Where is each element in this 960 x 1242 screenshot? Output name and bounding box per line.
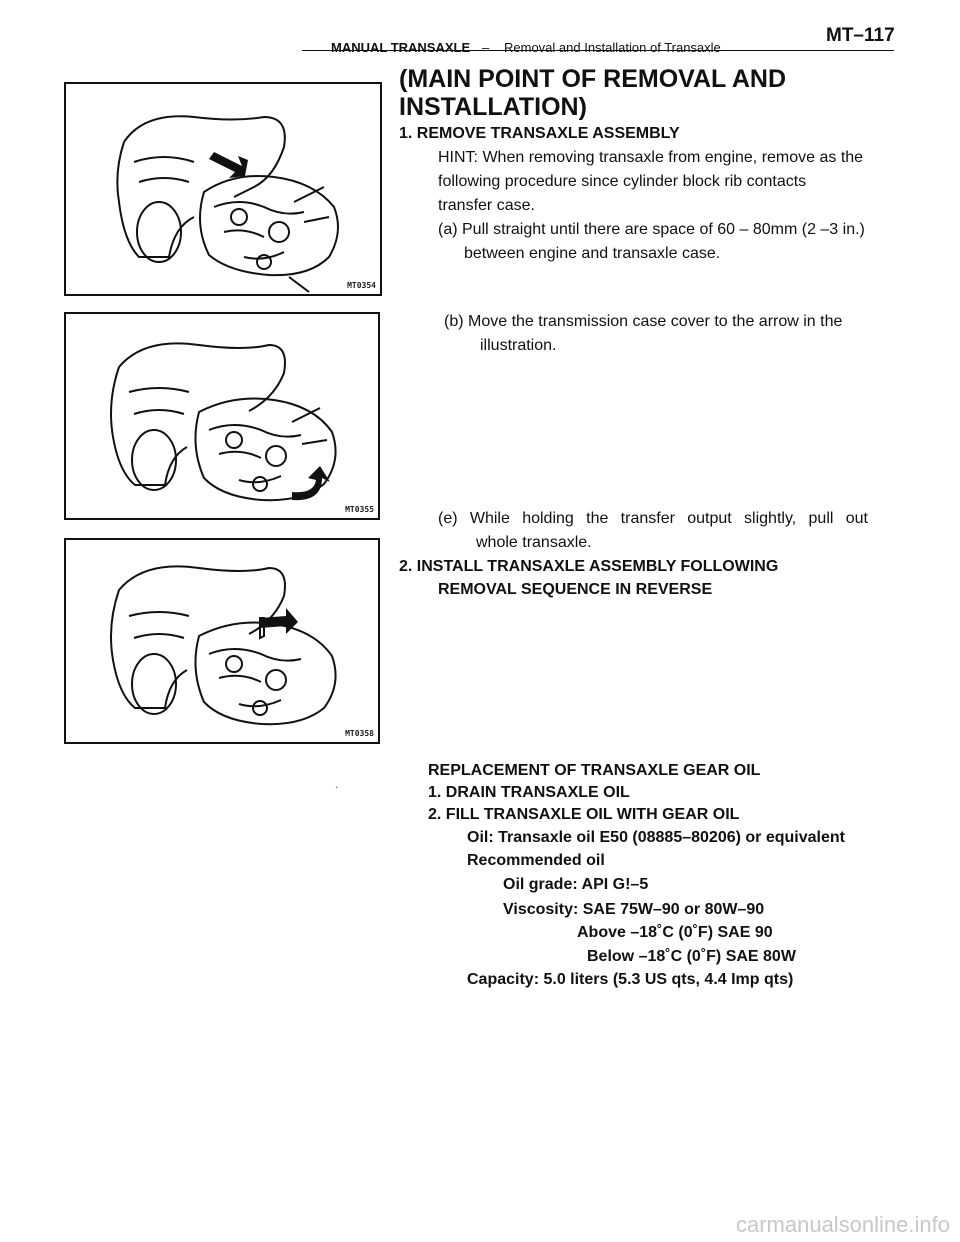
figure-1-code: MT0354 [347, 281, 376, 290]
oil-above: Above –18˚C (0˚F) SAE 90 [577, 924, 773, 941]
oil-grade: Oil grade: API G!–5 [503, 876, 649, 893]
hint-line3: transfer case. [438, 197, 535, 214]
figure-3 [64, 538, 380, 744]
substep-b-line1: (b) Move the transmission case cover to the arrow in the [444, 313, 843, 330]
oil-heading: REPLACEMENT OF TRANSAXLE GEAR OIL [428, 762, 761, 779]
hint-line2: following procedure since cylinder block rib contacts [438, 173, 807, 190]
oil-step-drain: 1. DRAIN TRANSAXLE OIL [428, 784, 630, 801]
section-title-line1: (MAIN POINT OF REMOVAL AND [399, 65, 787, 93]
oil-capacity: Capacity: 5.0 liters (5.3 US qts, 4.4 Imp qts) [467, 971, 794, 988]
section-title-line2: INSTALLATION) [399, 93, 587, 121]
substep-e-line2: whole transaxle. [476, 534, 592, 551]
step-remove-transaxle: 1. REMOVE TRANSAXLE ASSEMBLY [399, 125, 680, 142]
figure-3-code: MT0358 [345, 729, 374, 738]
watermark: carmanualsonline.info [735, 1212, 950, 1237]
oil-step-fill: 2. FILL TRANSAXLE OIL WITH GEAR OIL [428, 806, 740, 823]
oil-spec: Oil: Transaxle oil E50 (08885–80206) or equivalent [467, 829, 845, 846]
page-number: MT–117 [826, 25, 895, 46]
figure-2-illustration [64, 312, 380, 520]
hint-line1: HINT: When removing transaxle from engine, remove as the [438, 149, 864, 166]
oil-viscosity: Viscosity: SAE 75W–90 or 80W–90 [503, 901, 765, 918]
step-install-line2: REMOVAL SEQUENCE IN REVERSE [438, 581, 713, 598]
oil-recommended: Recommended oil [467, 852, 605, 869]
header-section: MANUAL TRANSAXLE [331, 40, 471, 55]
figure-3-illustration [64, 538, 380, 744]
header-subtitle: Removal and Installation of Transaxle [504, 40, 721, 55]
stray-mark: ˎ [335, 775, 339, 789]
oil-below: Below –18˚C (0˚F) SAE 80W [587, 948, 796, 965]
figure-2-code: MT0355 [345, 505, 374, 514]
header-separator: – [482, 40, 490, 55]
substep-e-line1: (e) While holding the transfer output slightly, pull out [438, 510, 868, 527]
substep-a-line2: between engine and transaxle case. [464, 245, 721, 262]
figure-2 [64, 312, 380, 520]
figure-1-illustration [64, 82, 382, 296]
step-install-line1: 2. INSTALL TRANSAXLE ASSEMBLY FOLLOWING [399, 558, 779, 575]
substep-a-line1: (a) Pull straight until there are space of 60 – 80mm (2 –3 in.) [438, 221, 865, 238]
figure-1 [64, 82, 382, 296]
substep-b-line2: illustration. [480, 337, 557, 354]
